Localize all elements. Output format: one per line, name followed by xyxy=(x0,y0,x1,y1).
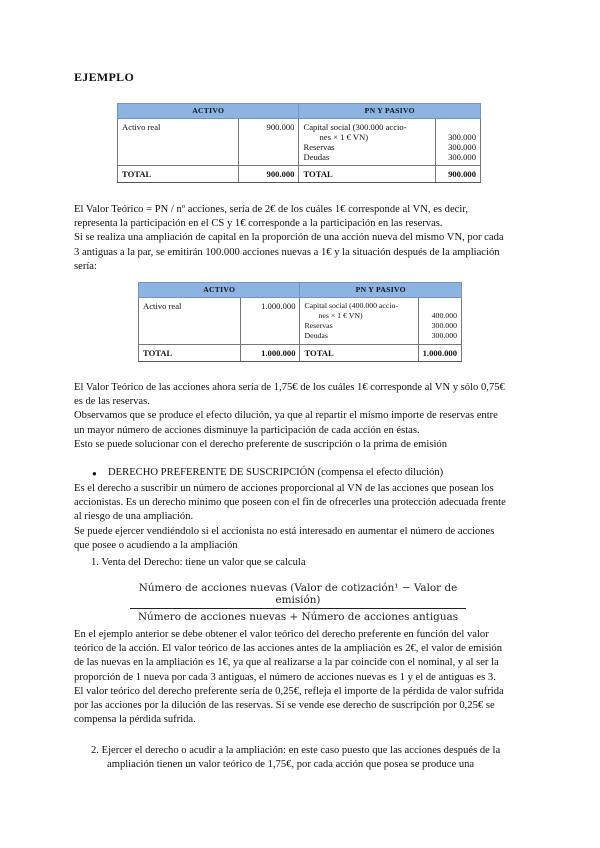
pasivo-item: Reservas xyxy=(303,142,335,152)
text-line: 1. Venta del Derecho: tiene un valor que se calcula xyxy=(91,557,306,568)
list-item-2 xyxy=(91,744,551,772)
header-pn-pasivo: PN Y PASIVO xyxy=(299,104,481,119)
total-pasivo: 1.000.000 xyxy=(418,345,461,362)
pasivo-value: 300.000 xyxy=(448,132,476,142)
formula-valor-derecho xyxy=(130,582,466,623)
text-line: Esto se puede solucionar con el derecho preferente de suscripción o la prima de emisión xyxy=(74,438,448,450)
pasivo-items xyxy=(299,119,436,166)
text-line: 3 antiguas a la par, se emitirán 100.000 acciones nuevas a 1€ y la situación después de la ampliación xyxy=(74,246,500,258)
pasivo-values xyxy=(436,119,481,166)
text-line: DERECHO PREFERENTE DE SUSCRIPCIÓN (compensa el efecto dilución) xyxy=(108,467,444,478)
header-activo: ACTIVO xyxy=(118,104,299,119)
text-line: El Valor Teórico = PN / nº acciones, sería de 2€ de los cuáles 1€ corresponde al VN, es decir, xyxy=(74,204,469,215)
pasivo-item: Deudas xyxy=(304,331,328,340)
total-label: TOTAL xyxy=(139,345,241,362)
text-line: que posee o acudiendo a la ampliación xyxy=(74,539,238,551)
paragraph-dilucion xyxy=(74,381,534,452)
pasivo-value: 300.000 xyxy=(431,331,457,340)
text-line: al riesgo de una ampliación. xyxy=(74,511,194,523)
formula-denominator: Número de acciones nuevas + Número de acciones antiguas xyxy=(137,611,459,623)
section-heading-derecho xyxy=(108,466,568,480)
formula-numerator: Número de acciones nuevas (Valor de cotización¹ − Valor de emisión) xyxy=(138,582,458,606)
page-title: EJEMPLO xyxy=(74,70,135,84)
text-line: Es el derecho a suscribir un número de acciones proporcional al VN de las acciones que posean los xyxy=(74,483,494,494)
text-line: accionistas. Es un derecho mínimo que poseen con el fin de ofrecerles una protección adecuada frente xyxy=(74,497,506,509)
pasivo-value: 300.000 xyxy=(431,321,457,330)
pasivo-item: nes × 1 € VN) xyxy=(319,132,369,142)
total-label-2: TOTAL xyxy=(299,166,436,183)
activo-value: 1.000.000 xyxy=(241,298,300,345)
text-line: proporción de 1 nueva por cada 3 antiguas, el número de acciones nuevas es 1 y el de antiguas es 3. xyxy=(74,671,496,683)
total-pasivo: 900.000 xyxy=(436,166,481,183)
activo-value: 900.000 xyxy=(239,119,299,166)
formula-divider xyxy=(130,608,466,609)
text-line: un mayor número de acciones disminuye la participación de cada acción en éstas. xyxy=(74,424,420,436)
pasivo-item: Capital social (400.000 accio- xyxy=(304,301,399,310)
text-line: teórico de la acción. El valor teórico de las acciones antes de la ampliación es 2€, el valor de emisión xyxy=(74,643,502,655)
text-line: de las nuevas en la ampliación es 1€, ya que al realizarse a la par coincide con el nominal, y al ser la xyxy=(74,657,499,669)
pasivo-value: 300.000 xyxy=(448,152,476,162)
text-line: ampliación tienen un valor teórico de 1,75€, por cada acción que posea se produce una xyxy=(107,759,475,771)
text-line: Si se realiza una ampliación de capital en la proporción de una acción nueva del mismo VN, por cada xyxy=(74,232,504,244)
text-line: En el ejemplo anterior se debe obtener el valor teórico del derecho preferente en función del valor xyxy=(74,629,489,640)
paragraph-ejemplo-derecho xyxy=(74,628,534,727)
list-item-1 xyxy=(91,556,551,570)
text-line: El valor teórico del derecho preferente sería de 0,25€, refleja el importe de la pérdida de valor sufrida xyxy=(74,685,504,697)
activo-label: Activo real xyxy=(118,119,239,166)
paragraph-derecho xyxy=(74,482,534,553)
pasivo-item: Deudas xyxy=(303,152,330,162)
pasivo-value: 300.000 xyxy=(448,142,476,152)
text-line: Observamos que se produce el efecto dilución, ya que al repartir el mismo importe de reservas entre xyxy=(74,410,498,422)
pasivo-items xyxy=(300,298,418,345)
pasivo-item: nes × 1 € VN) xyxy=(318,311,363,320)
pasivo-item: Reservas xyxy=(304,321,333,330)
header-activo: ACTIVO xyxy=(139,283,300,298)
bullet-icon: ● xyxy=(92,469,97,478)
pasivo-values xyxy=(418,298,461,345)
text-line: compensa la pérdida sufrida. xyxy=(74,714,196,726)
pasivo-item: Capital social (300.000 accio- xyxy=(303,122,407,132)
text-line: Se puede ejercer vendiéndolo si el accionista no está interesado en aumentar el número de acciones xyxy=(74,525,495,537)
text-line: representa la participación en el CS y 1€ corresponde a la participación en las reservas. xyxy=(74,218,443,230)
header-pn-pasivo: PN Y PASIVO xyxy=(300,283,462,298)
text-line: El Valor Teórico de las acciones ahora sería de 1,75€ de los cuáles 1€ corresponde al VN y sólo 0,75€ xyxy=(74,382,505,393)
text-line: sería: xyxy=(74,260,97,272)
paragraph-valor-teorico xyxy=(74,203,534,274)
total-activo: 1.000.000 xyxy=(241,345,300,362)
text-line: por las acciones por la dilución de las reservas. Si se vende ese derecho de suscripción por 0,25€ se xyxy=(74,700,495,712)
total-label: TOTAL xyxy=(118,166,239,183)
activo-label: Activo real xyxy=(139,298,241,345)
total-label-2: TOTAL xyxy=(300,345,418,362)
text-line: es de las reservas. xyxy=(74,396,150,408)
balance-table-after xyxy=(138,282,462,362)
pasivo-value: 400.000 xyxy=(431,311,457,320)
balance-table-before xyxy=(117,103,481,183)
text-line: 2. Ejercer el derecho o acudir a la ampliación: en este caso puesto que las acciones después de la xyxy=(91,745,501,756)
total-activo: 900.000 xyxy=(239,166,299,183)
